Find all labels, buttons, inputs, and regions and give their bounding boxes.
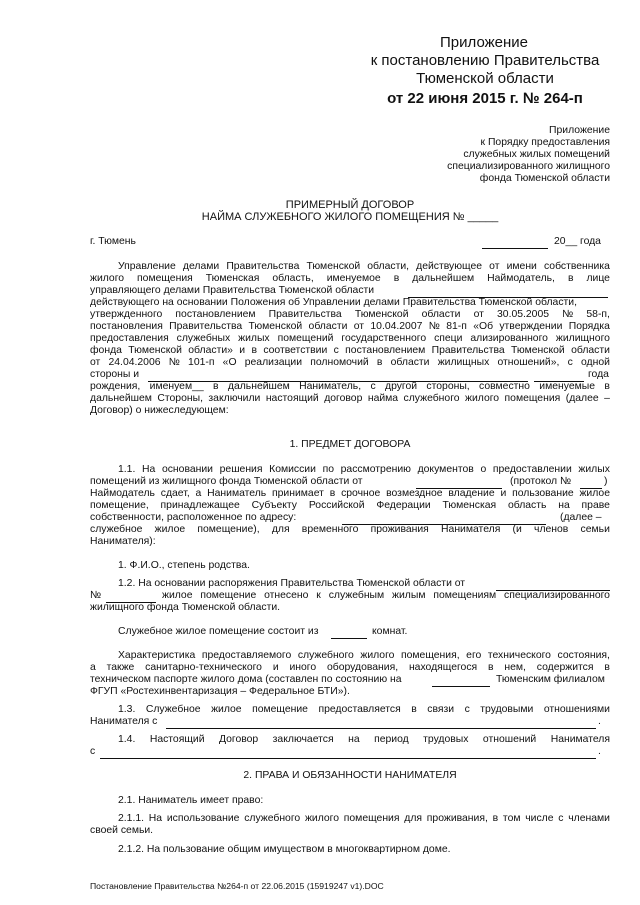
- word: На: [142, 464, 156, 475]
- word: Порядка: [568, 321, 610, 332]
- clause-1-4-line-2: с: [90, 746, 96, 757]
- word: для: [404, 813, 423, 824]
- word: Наймодатель: [90, 488, 155, 499]
- word: принадлежащее: [160, 500, 240, 511]
- preamble-line-3: управляющего делами Правительства Тюменской области: [90, 285, 375, 296]
- word: срочное: [341, 488, 381, 499]
- word: проживания,: [426, 813, 488, 824]
- word: Федерации: [376, 500, 431, 511]
- word: владение: [448, 488, 495, 499]
- clause-2-1-1-line-2: своей семьи.: [90, 825, 154, 836]
- word: принимает: [272, 488, 324, 499]
- word: дальнейшем: [412, 273, 475, 284]
- word: с: [333, 345, 339, 356]
- word: служебного: [403, 393, 460, 404]
- word: трудовыми: [480, 704, 534, 715]
- characteristics-line-3: техническом паспорте жилого дома (составлен по состоянию на: [90, 674, 402, 685]
- word: к: [316, 590, 321, 601]
- passport-date-blank: [432, 674, 490, 692]
- word: На: [148, 813, 163, 824]
- clause-1-2-line-1: 1.2. На основании распоряжения Правительства Тюменской области от: [118, 578, 466, 589]
- word: области: [571, 345, 610, 356]
- header-line-2: к постановлению Правительства: [370, 52, 600, 69]
- appendix-line-1: Приложение: [549, 125, 610, 136]
- clause-1-1-line-2: помещений из жилищного фонда Тюменской области от: [90, 476, 363, 487]
- word: находящегося: [408, 662, 478, 673]
- word: помещений: [277, 333, 334, 344]
- word: области»: [188, 345, 233, 356]
- preamble-line-5: [90, 309, 610, 321]
- word: жилищных: [437, 357, 490, 368]
- clause-1-3-period: .: [598, 716, 601, 727]
- word: утвержденного: [90, 309, 163, 320]
- word: Тюменская: [205, 273, 260, 284]
- word: помещения,: [401, 650, 460, 661]
- employer-blank: [166, 716, 596, 734]
- clause-1-4-line-1: [118, 734, 610, 746]
- word: Наниматель,: [299, 381, 362, 392]
- word: членов: [534, 524, 569, 535]
- word: а: [195, 488, 202, 499]
- word: жилого: [360, 650, 395, 661]
- word: Характеристика: [118, 650, 196, 661]
- word: помещение),: [197, 524, 260, 535]
- preamble-line-1: [118, 261, 610, 273]
- word: о: [480, 464, 487, 475]
- preamble-line-7: [90, 333, 610, 345]
- word: служебных: [176, 333, 231, 344]
- word: –: [604, 393, 610, 404]
- word: 10.04.2007: [370, 321, 423, 332]
- word: 1.1.: [118, 464, 136, 475]
- clause-2-1: 2.1. Наниматель имеет право:: [118, 795, 264, 806]
- appendix-line-4: специализированного жилищного: [447, 161, 610, 172]
- word: предоставляется: [318, 704, 401, 715]
- word: с: [370, 381, 376, 392]
- word: от: [473, 309, 484, 320]
- word: Служебное: [145, 704, 201, 715]
- family-member-entry: 1. Ф.И.О., степень родства.: [118, 560, 250, 571]
- word: помещение: [200, 590, 257, 601]
- word: Тюменская: [442, 500, 497, 511]
- word: лице: [586, 273, 610, 284]
- word: проживания: [370, 524, 429, 535]
- bti-branch-label: Тюменским филиалом: [496, 674, 605, 685]
- clause-1-4-period: .: [598, 746, 601, 757]
- word: в: [492, 813, 499, 824]
- word: служебное: [90, 524, 143, 535]
- word: заключили: [208, 393, 261, 404]
- word: постановлением: [175, 309, 256, 320]
- word: фонда: [90, 345, 122, 356]
- word: от: [90, 357, 101, 368]
- word: специ: [434, 333, 463, 344]
- clause-1-2-line-3: жилищного фонда Тюменской области.: [90, 602, 281, 613]
- word: «Об: [473, 321, 494, 332]
- word: другой: [385, 381, 418, 392]
- header-line-4: от 22 июня 2015 г. № 264-п: [387, 90, 583, 107]
- word: жилое: [162, 590, 193, 601]
- word: служебным: [328, 590, 385, 601]
- characteristics-line-4: ФГУП «Ростехинвентаризация – Федеральное БТИ»).: [90, 686, 350, 697]
- word: в: [567, 273, 574, 284]
- word: Субъекту: [251, 500, 298, 511]
- protocol-close: ): [604, 476, 608, 487]
- word: Тюменской: [128, 345, 182, 356]
- word: пользование: [512, 488, 574, 499]
- birth-year-label: года: [588, 369, 609, 380]
- word: №: [168, 357, 180, 368]
- word: семьи: [580, 524, 610, 535]
- city: г. Тюмень: [90, 236, 136, 247]
- word: в: [604, 662, 610, 673]
- word: помещения: [504, 393, 561, 404]
- word: области: [390, 357, 430, 368]
- word: 81-п: [446, 321, 467, 332]
- word: жилых: [578, 464, 610, 475]
- word: использование: [166, 813, 240, 824]
- word: жилых: [238, 333, 270, 344]
- word: на: [348, 734, 360, 745]
- word: предоставления: [90, 333, 169, 344]
- word: решения: [219, 464, 263, 475]
- word: заключается: [272, 734, 334, 745]
- word: область,: [272, 273, 314, 284]
- word: 101-п: [188, 357, 215, 368]
- hereinafter-label: (далее –: [560, 512, 602, 523]
- word: в: [604, 381, 610, 392]
- clause-2-1-1-line-1: [118, 813, 610, 825]
- word: предоставляемого: [201, 650, 292, 661]
- word: жилого: [304, 813, 340, 824]
- word: от: [353, 321, 365, 332]
- word: Управление: [118, 261, 176, 272]
- word: именуемые: [539, 381, 595, 392]
- preamble-line-9: [90, 357, 610, 369]
- preamble-line-2: [90, 273, 610, 285]
- word: постановлением: [345, 345, 426, 356]
- word: Правительства: [169, 321, 243, 332]
- word: дальнейшем: [90, 393, 152, 404]
- employer-blank-2: [100, 746, 596, 764]
- clause-1-1-line-6: [90, 524, 610, 536]
- word: жилое: [579, 488, 610, 499]
- word: с: [464, 704, 470, 715]
- word: Наниматель: [207, 488, 267, 499]
- word: Правительства: [268, 309, 342, 320]
- word: для: [271, 524, 290, 535]
- word: содержится: [536, 662, 594, 673]
- preamble-line-10: стороны и: [90, 369, 140, 380]
- word: отношениями: [543, 704, 610, 715]
- word: реализации: [244, 357, 303, 368]
- word: дальнейшем: [227, 381, 290, 392]
- word: 1.4.: [118, 734, 136, 745]
- preamble-line-8: [90, 345, 610, 357]
- word: Настоящий: [149, 734, 205, 745]
- word: имени: [506, 261, 537, 272]
- clause-1-3-line-2: Нанимателя с: [90, 716, 158, 727]
- protocol-label: (протокол №: [510, 476, 572, 487]
- document-title-line-2: НАЙМА СЛУЖЕБНОГО ЖИЛОГО ПОМЕЩЕНИЯ № _____: [201, 211, 499, 223]
- preamble-line-12: [90, 393, 610, 405]
- word: Российской: [308, 500, 365, 511]
- word: 1.3.: [118, 704, 136, 715]
- word: по: [322, 464, 334, 475]
- word: №: [428, 321, 440, 332]
- word: (далее: [565, 393, 599, 404]
- contract-year: 20__ года: [554, 236, 601, 247]
- word: трудовых: [423, 734, 469, 745]
- appendix-line-3: служебных жилых помещений: [463, 149, 610, 160]
- word: области: [308, 321, 348, 332]
- section-2-heading: 2. ПРАВА И ОБЯЗАННОСТИ НАНИМАТЕЛЯ: [243, 770, 457, 781]
- word: временного: [301, 524, 359, 535]
- word: «О: [222, 357, 237, 368]
- characteristics-line-1: [118, 650, 610, 662]
- word: технического: [487, 650, 551, 661]
- word: рассмотрению: [340, 464, 411, 475]
- word: делами: [182, 261, 220, 272]
- word: его: [466, 650, 482, 661]
- word: Правительства: [226, 261, 300, 272]
- word: сдает,: [160, 488, 190, 499]
- word: помещение,: [90, 500, 149, 511]
- rooms-line-end: комнат.: [372, 626, 408, 637]
- word: Стороны,: [157, 393, 203, 404]
- characteristics-line-2: [90, 662, 610, 674]
- word: найма: [367, 393, 399, 404]
- word: жилое: [211, 704, 242, 715]
- word: одной: [580, 357, 610, 368]
- word: санитарно-технического: [145, 662, 262, 673]
- section-1-heading: 1. ПРЕДМЕТ ДОГОВОРА: [289, 439, 411, 450]
- word: помещение: [252, 704, 308, 715]
- word: утверждении: [499, 321, 563, 332]
- word: состояния,: [557, 650, 610, 661]
- word: числе: [525, 813, 554, 824]
- word: нем,: [504, 662, 526, 673]
- word: Тюменской: [354, 309, 409, 320]
- header-line-1: Приложение: [440, 34, 528, 51]
- word: в: [376, 357, 383, 368]
- word: праве: [581, 500, 610, 511]
- preamble-line-6: [90, 321, 610, 333]
- word: с: [567, 357, 573, 368]
- word: действующее: [416, 261, 483, 272]
- word: соответствии: [263, 345, 328, 356]
- word: Нанимателя: [550, 734, 610, 745]
- word: основании: [161, 464, 213, 475]
- word: жилым: [392, 590, 426, 601]
- preamble-line-4: действующего на основании Положения об Управлении делами Правительства Тюменской области,: [90, 297, 577, 308]
- word: Нанимателя: [441, 524, 501, 535]
- word: 24.04.2006: [108, 357, 161, 368]
- word: отношений: [482, 734, 537, 745]
- word: договор: [324, 393, 363, 404]
- document-footer: Постановление Правительства №264-п от 22.06.2015 (15919247 v1).DOC: [90, 881, 384, 891]
- word: и: [272, 662, 279, 673]
- word: в: [411, 704, 417, 715]
- word: жилого: [465, 393, 500, 404]
- word: №: [562, 309, 574, 320]
- clause-1-1-line-3: [90, 488, 610, 500]
- word: связи: [427, 704, 455, 715]
- order-number-label: №: [90, 590, 102, 601]
- word: и: [239, 345, 246, 356]
- word: с: [558, 813, 564, 824]
- word: помещениям: [433, 590, 497, 601]
- rooms-count-blank: [331, 626, 367, 644]
- word: 30.05.2005: [497, 309, 550, 320]
- word: постановления: [90, 321, 163, 332]
- word: в: [251, 345, 257, 356]
- word: настоящий: [265, 393, 319, 404]
- word: предоставлении: [492, 464, 572, 475]
- word: в: [488, 662, 494, 673]
- word: на: [558, 500, 570, 511]
- word: именуемое: [326, 273, 381, 284]
- clause-1-1-line-5: собственности, расположенное по адресу:: [90, 512, 297, 523]
- word: жилого: [90, 273, 125, 284]
- appendix-line-5: фонда Тюменской области: [479, 173, 610, 184]
- header-line-3: Тюменской области: [416, 70, 554, 87]
- word: также: [106, 662, 135, 673]
- word: служебного: [244, 813, 301, 824]
- word: Тюменской: [248, 321, 303, 332]
- word: 58-п,: [586, 309, 610, 320]
- word: стороны,: [426, 381, 470, 392]
- date-blank: [482, 236, 550, 254]
- word: жилое: [154, 524, 186, 535]
- word: область: [507, 500, 547, 511]
- preamble-line-11: [90, 381, 610, 393]
- clause-1-1-line-1: [118, 464, 610, 476]
- word: и: [500, 488, 507, 499]
- word: том: [502, 813, 521, 824]
- word: области: [421, 309, 461, 320]
- preamble-line-13: Договор) о нижеследующем:: [90, 405, 229, 416]
- word: полномочий: [310, 357, 369, 368]
- word: Договор: [218, 734, 259, 745]
- word: Наймодатель,: [487, 273, 555, 284]
- clause-1-1-line-4: [90, 500, 610, 512]
- word: собственника: [544, 261, 610, 272]
- word: ализированного: [470, 333, 548, 344]
- clause-1-1-line-7: Нанимателя):: [90, 536, 156, 547]
- word: помещения: [343, 813, 400, 824]
- word: специализированного: [504, 590, 610, 601]
- word: от: [489, 261, 500, 272]
- document-title-line-1: ПРИМЕРНЫЙ ДОГОВОР: [285, 199, 415, 211]
- word: помещения: [137, 273, 193, 284]
- rooms-line-start: Служебное жилое помещение состоит из: [118, 626, 319, 637]
- clause-2-1-2: 2.1.2. На пользование общим имуществом в многоквартирном доме.: [118, 844, 451, 855]
- word: (и: [512, 524, 522, 535]
- word: отношений»,: [497, 357, 560, 368]
- word: совместно: [479, 381, 530, 392]
- word: жилищного: [555, 333, 610, 344]
- word: Правительства: [431, 345, 505, 356]
- word: членами: [568, 813, 610, 824]
- word: документов: [417, 464, 474, 475]
- word: иного: [289, 662, 317, 673]
- word: в: [213, 381, 219, 392]
- word: в: [393, 273, 400, 284]
- word: области,: [367, 261, 410, 272]
- appendix-line-2: к Порядку предоставления: [480, 137, 610, 148]
- word: отнесено: [264, 590, 309, 601]
- word: служебного: [297, 650, 354, 661]
- word: Тюменской: [511, 345, 565, 356]
- word: Тюменской: [306, 261, 361, 272]
- clause-1-3-line-1: [118, 704, 610, 716]
- word: а: [90, 662, 96, 673]
- word: оборудования,: [326, 662, 399, 673]
- word: возмездное: [386, 488, 443, 499]
- word: период: [374, 734, 409, 745]
- word: именуем__: [149, 381, 204, 392]
- word: в: [329, 488, 336, 499]
- word: рождения,: [90, 381, 141, 392]
- clause-1-2-line-2: [162, 590, 610, 602]
- word: Комиссии: [269, 464, 316, 475]
- word: государственного: [341, 333, 427, 344]
- word: 2.1.1.: [118, 813, 144, 824]
